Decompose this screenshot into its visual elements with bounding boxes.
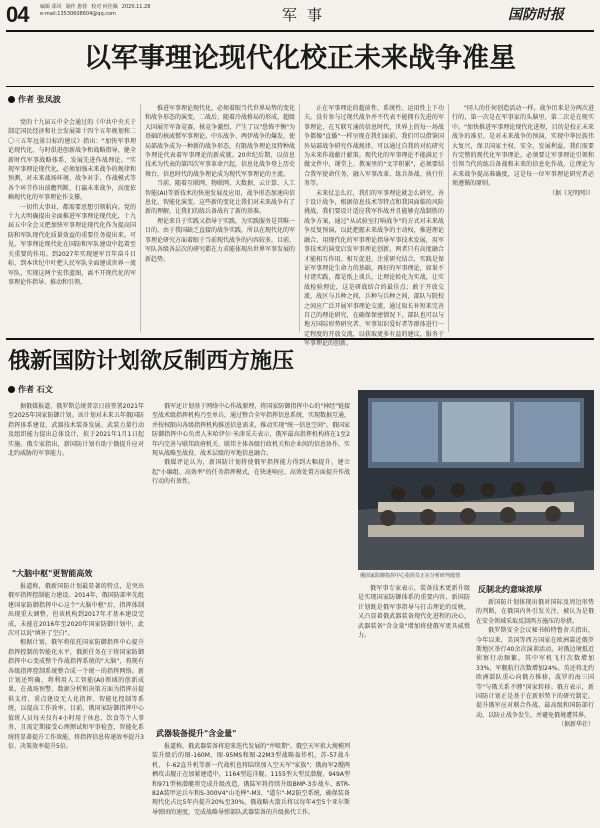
paragraph: 据俄媒报道，俄罗斯总统普京日前签署2021年至2025年国家防御计划。该计划对未来五年俄国防指挥体系建设、武器技术装备发展、武装力量行动及组织能力提出总体设计，拟于2021年1月1日起实施。俄专家指出，新国防计划有助于俄提升应对北约威胁的军事能力。: [8, 403, 144, 458]
paragraph: 俄军还计划基于网络中心作战原理，将国家防御指挥中心的"神经"链接至战术级指挥机构乃至单兵，通过整合全军指挥信息系统，实现数据互通，并按权限向各级指挥机构推送信息需求，推动实现"统一信息空间"。俄国家防御指挥中心负责人米哈伊尔·米津采夫表示，俄军最高指挥机构将在1至2年内完善与联邦政府机关、联邦主体各级行政机关和企业间的信息协作，实现从战略至战役、战术层级的军地信息融合。: [152, 403, 351, 458]
column-divider: [299, 104, 300, 332]
command-center-illustration: [358, 390, 594, 570]
bullet-icon: [8, 386, 15, 393]
photo-caption: 俄国家防御指挥中心指挥员正在分析研判敌情: [360, 573, 461, 579]
article2-author: 作者 石文: [8, 384, 53, 395]
paragraph: "同人的任何创造活动一样，战争历来是分两次进行的，第一次是在军事家的头脑里，第二次是在现实中。"加快推进军事理论现代化进程，目的是校正未来战争的准星，是对未来战争的预演，实现中华民族伟大复兴，保卫国家主权、安全、发展利益，我们需要有完整的现代化军事理论，必须要让军事理论引领和引领当代的练兵备战和未来的信息化作战，让理论为未来战争提高准确度，这是每一位军事理论研究者必须遵循的原则。: [452, 105, 594, 188]
article1-column-2: [145, 104, 295, 332]
article-separator: [6, 338, 594, 340]
paragraph: 正在军事理论的超前性、系统性、运用性上下功夫。没有参与过现代战争并不代表不能拥有先进的军事理论，在互联互通的信息时代，世界上的每一场战争都像"直播"一样呈现在我们面前，我们可以借鉴国外局部战争研究作战规律，可以通过自我的对抗研究为未来作战献计献策。现代化的军事理论不能满足于做文件中，课堂上、教案里的"文字积累"，必须要结合我军使命任务，融入军事改革、练兵备战、执行任务等。: [304, 105, 444, 188]
section-name: 军事: [282, 6, 333, 24]
command-center-photo: [358, 390, 594, 570]
paragraph: 报道称，俄新国防计划最显著的特点，是突出俄军指挥控制能力建设。2014年，俄国防部率先组建国家防御指挥中心这个"大脑中枢"后，指挥体制出现重大调整，但该机构到2017年才基本建设完成，未能在2016年至2020年国家防御计划中，此次可以说"填补了空白"。: [8, 583, 144, 638]
paragraph: 推进军事理论现代化，必须着眼当代世界局势的变化和战争形态的演变。二战后，随着冷战格局的形成，超级大国展开军备竞赛，核竞争激烈，产生了以"恐怖平衡"为基础的核威慑军事理论。中东战争、两伊战争的爆发，使局部战争成为一种新的战争形态，有限战争理论及特种战争理论代表着军事理论的新成就。20世纪后期，以信息技术为代表的第四次军事革命兴起，信息化战争登上历史舞台，信息时代的战争理论成为现代军事理论的主流。: [145, 105, 296, 178]
paragraph: 报道称，俄武器装备将迎来迭代发展的"井喷期"。俄空天军拟大规模列装升级后的图-160M、图-95MS和图-22M3型战略轰炸机，苏-57战斗机、卡-62直升机等新一代战机也将陆续加入空天军"家族"；俄海军2艘两栖攻击舰正在加紧建造中，1164型巡洋舰、1155型大型反潜舰、949A型和971型核潜艇将完成升级改造，俄陆军将持续升级BMP-3步战车、BTR-82A装甲运兵车和S-300V4"山毛榉"-M3、"道尔"-M2防空系统，确保装备现代化占比5年内提升20%至30%，俄战略火箭兵将以每年4至5个亚尔斯导弹团的速度，完成战略导弹部队武器装备的升级换代工作。: [152, 743, 350, 816]
paragraph: 未来仗怎么打，我们的军事理论就怎么研究。善于设计战争，根据信息技术等特点和我国面临的风险挑战，我们要设计适应我军作战并且能够克敌制胜的战争方案，通过"从试验室打响战争"的方式对未来战争反复预演，以此把握未来战争的主动权，推进理论融合。用现代化的军事理论指导军事技术发展，用军事技术的演变启发军事理论创新，两者只有高度融合才能相互作用、相互促进，注重研究结合，实践是保证军事理论生命力的基础，再好的军事理论，如果不付诸实践，都是纸上谈兵，让理论转化为实战，让实战检验理论，这是研战结合的最佳点；敢于开放交流，战区与兵种之间，兵种与兵种之间，部队与院校之间应广泛开展军事理论交流，通过取长补短来完善自己的理论研究，在确保保密情况下，部队也可以与地方国际形势研究者、军事知识爱好者等群体进行一定程度的开放交流，以获取更多有益的建议，服务于军事理论的创新。: [304, 189, 444, 348]
article1-column-4: [452, 104, 594, 332]
header-rule: [6, 30, 594, 32]
masthead-logo: 国防时报: [508, 7, 564, 23]
article2-column-2b: [152, 742, 350, 822]
article2-headline: 俄新国防计划欲反制西方施压: [8, 348, 295, 374]
article2-column-1b: [8, 582, 144, 820]
article1-column-1: [8, 118, 136, 332]
credit: （据《光明网》）: [548, 189, 594, 197]
subheading-nato: 反制北约意味浓厚: [478, 584, 542, 594]
credit: （据新华社）: [557, 721, 594, 729]
page-number: 04: [6, 2, 29, 27]
article2-column-3: [358, 584, 470, 822]
paragraph: 理论来自于实践又指导于实践，为实践服务是其唯一目的。由于我国缺乏直接的战争实践，所以在现代化的军事理论研究方面着眼于当前现代战争的内容较多，目前，军队各级各层次的研究都在力求能体现出世界军事发展的新趋势。: [145, 217, 296, 263]
designer: 制作 惠蓉: [65, 4, 88, 10]
article1-author: 作者 张凤波: [8, 94, 61, 105]
paragraph: 一切伟大事业，都需要思想引领航向。党的十九大明确提出全面推进军事理论现代化，十九届五中全会又把加快军事理论现代化作为提高国防和军队现代化质量效益的重要任务提出来。可见，军事理论现代化在国防和军队建设中起着至关重要的作用。到2027年实现建军百年奋斗目标，到本世纪中叶把人民军队全面建成世界一流军队，实现这两个宏伟蓝图，离不开现代化的军事理论作指导、推动和引领。: [8, 203, 136, 286]
paragraph: 俄军事专家表示，装备技术更新升级是实现国家防御体系的重要内容，新国防计划既是俄军事指导与打击理论的反映，又凸显着俄武器装备现代化进程的决心，武器装备"含金量"增加将使俄军更具威慑力。: [358, 585, 470, 640]
paragraph: 新国防计划体现出俄对国际及周边形势的判断，在俄国内外引发关注，被认为是俄在安全领域采取反制西方施压的举措。: [476, 599, 594, 625]
subheading-weapons: 武器装备提升"含金量": [156, 728, 237, 738]
page-header: [0, 0, 600, 30]
article2-column-1: [8, 402, 144, 564]
paragraph: 当前，随着互联网、物联网、大数据、云计算、人工智能(AI)等新技术的快速发展及应用，战争形态加速向信息化、智能化演变。这些新的变化让我们对未来战争有了新的理解，让我们的练兵备战有了新的基准。: [145, 180, 296, 216]
headline-rule: [6, 86, 594, 87]
article1-headline: 以军事理论现代化校正未来战争准星: [84, 43, 516, 74]
article2-column-2: [152, 402, 350, 722]
bullet-icon: [8, 96, 15, 103]
subheading-command: "大脑中枢"更智能高效: [12, 568, 93, 578]
issue-date: 2020.11.28: [121, 4, 151, 10]
column-divider: [448, 104, 449, 332]
paragraph: 党的十九届五中全会通过的《中共中央关于制定国民经济和社会发展第十四个五年规划和二〇三五年远景目标的建议》指出："加快军事理论现代化，与时俱进创新战争和战略指导，健全新时代军事战略体系，发展先进作战理论。"实现军事理论现代化，必须加强未来战争的规律和预测，对未来战场环境、战争对手、作战模式等各个环节作出前瞻判断，打赢未来战争，高度依赖现代化的军事理论作支撑。: [8, 119, 136, 202]
editor-meta: [40, 4, 154, 18]
article1-column-3: [304, 104, 444, 348]
proofreader: 校对 何佳佩: [91, 4, 118, 10]
editor: 编辑 邵风: [40, 4, 62, 10]
paragraph: 俄媒评论认为，新国防计划将使俄军指挥能力得到大幅提升，建立起"小编组、高效率"的任务指挥模式，在快速响应、高效处置方面提升作战行动的有效性。: [152, 459, 350, 486]
paragraph: 俄罗斯安全会议秘书帕特鲁舍夫指出，今年以来，美国等西方国家在欧洲靠近俄罗斯地区举行40余次演训活动，对俄边境抵近侦察行动频繁，其中军机飞行次数增加33%，军舰航行次数增加24%。英还将北约欧洲部队重心向俄方推移，波罗的海三国等"与俄关系不睦"国家转移。俄方表示，新国防计划正是基于在新形势下的研究制定，提升俄军应对联合作战、最高级和国防部行动，以防止战争发生，并避免俄境遭其界。: [476, 627, 594, 719]
column-divider: [140, 104, 141, 332]
article2-column-4: [476, 598, 594, 822]
paragraph: 根据计划，俄军将依托国家防御指挥中心提升指挥控制的智能化水平，俄新任务在于将国家防御指挥中心变成整个作战指挥系统的"大脑"，将现有各级指挥控制系统整合成一个统一的指挥网络。新计划还明确，将利用人工智能(AI)领域的创新成果，在战场预警、数据分析和决策方面为指挥员提供支持，重点建设无人化指挥、智能化控制等系统，以提高工作效率。目前，俄国家防御指挥中心值班人员每天仅有4小时用于休息、饮食等个人事务，且需定期接受心理测试和军事检查，智能化系统将显著提升工作效能，将指挥信息传递效率提升3倍、决策效率提升5倍。: [8, 639, 144, 750]
contact-email: e-mail:13530608604@qq.com: [40, 11, 116, 17]
